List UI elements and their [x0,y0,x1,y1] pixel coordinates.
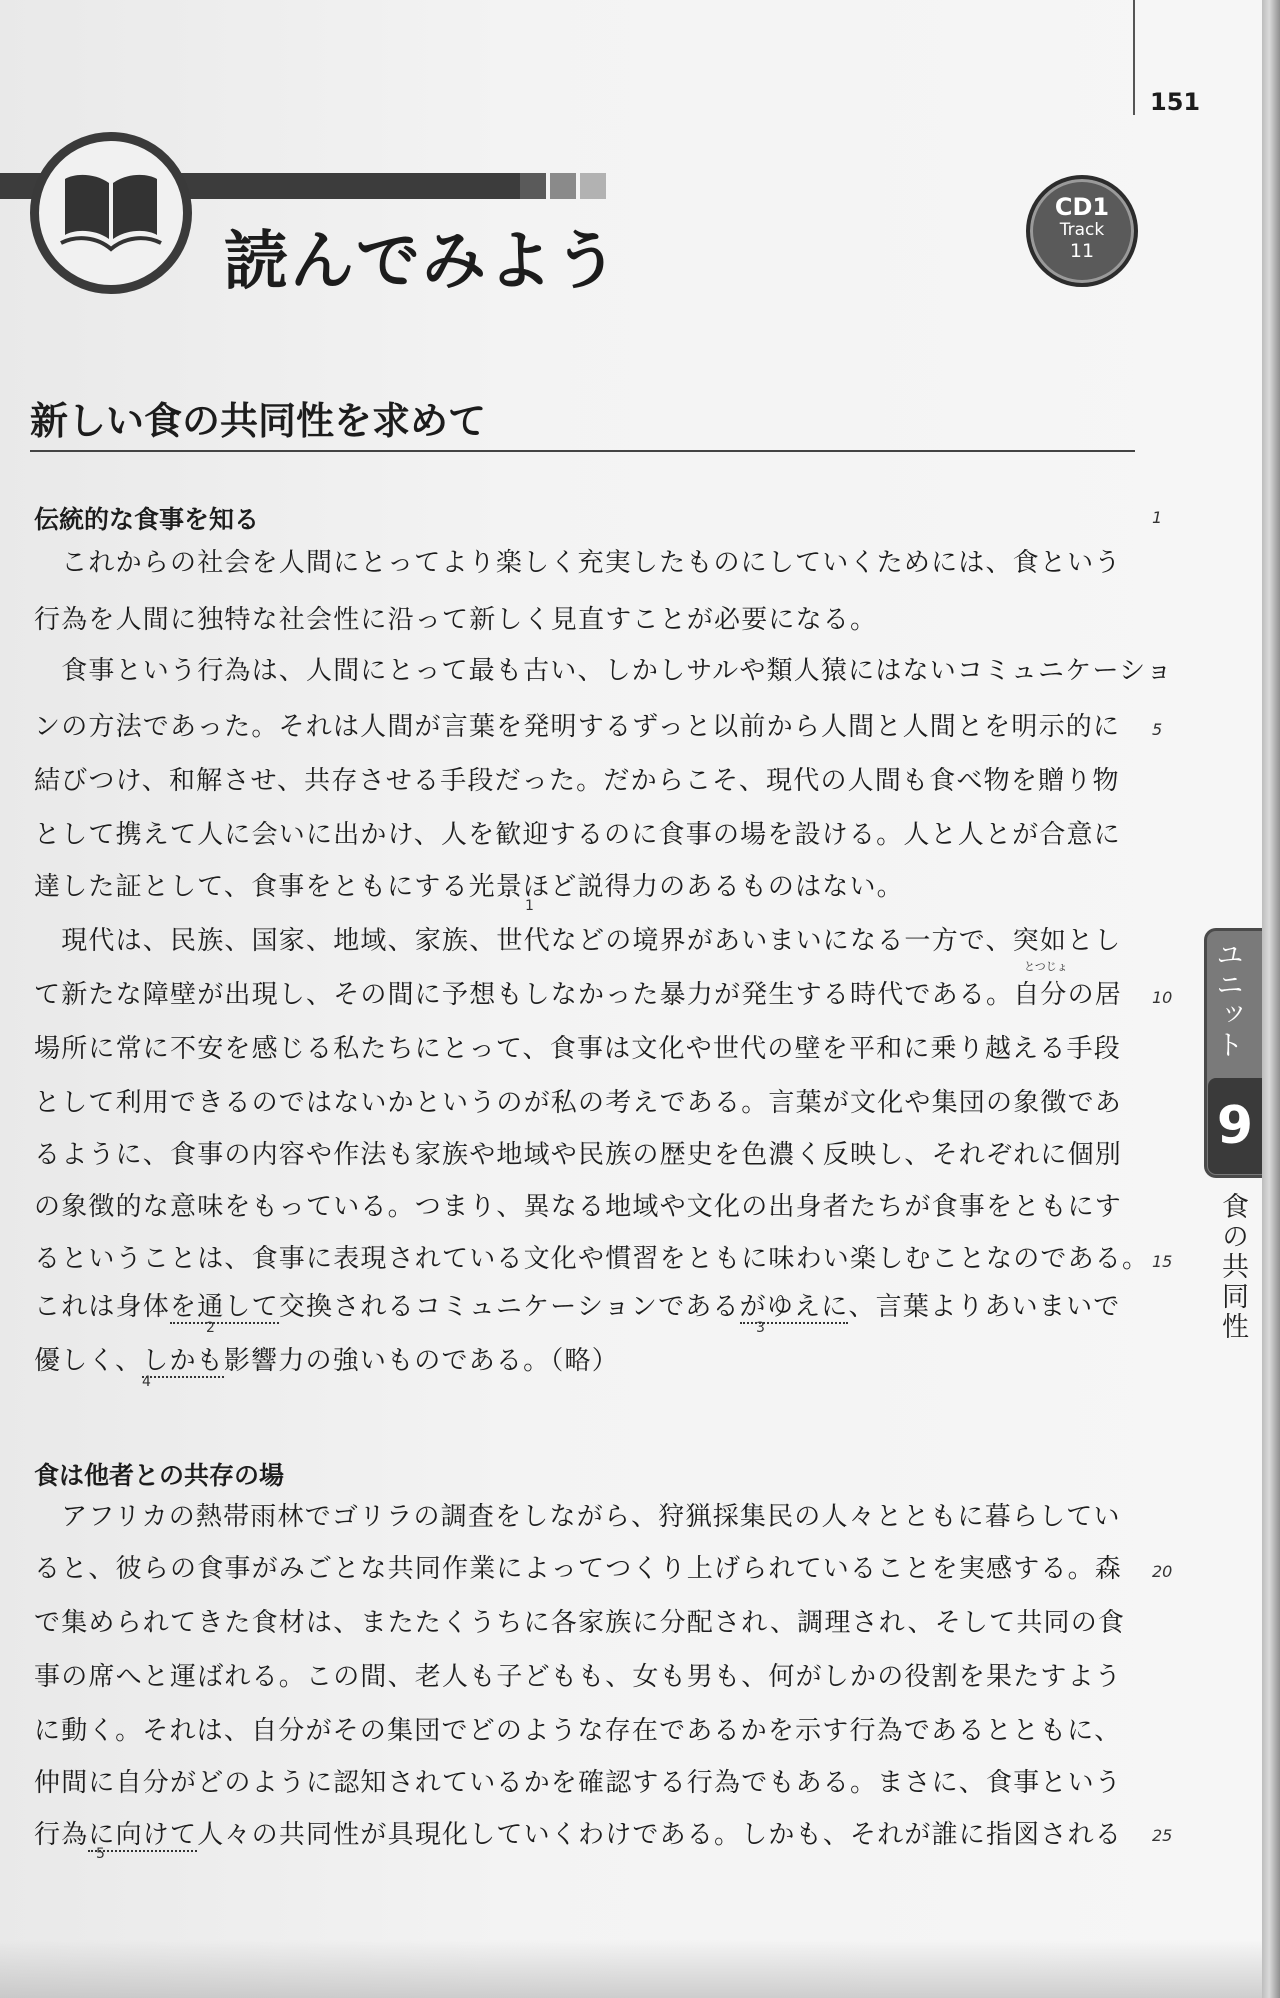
line-number: 25 [1152,1826,1173,1845]
body-line: 現代は、民族、国家、地域、家族、世代などの境界があいまいになる一方で、突如とし [34,926,1122,956]
annotated-phrase: に向けて [88,1820,198,1850]
body-line: 場所に常に不安を感じる私たちにとって、食事は文化や世代の壁を平和に乗り越える手段 [34,1034,1121,1064]
body-line: で集められてきた食材は、またたくうちに各家族に分配され、調理され、そして共同の食 [34,1608,1126,1638]
body-line-annotated [34,1346,619,1376]
unit-topic: 食の共同性 [1217,1192,1248,1342]
body-line: の象徴的な意味をもっている。つまり、異なる地域や文化の出身者たちが食事をともにす [34,1192,1123,1222]
section-heading: 伝統的な食事を知る [34,505,260,534]
note-number: 3 [756,1320,765,1336]
section-title: 読んでみよう [224,225,620,299]
title-rule [30,450,1135,452]
header-icon-circle [30,132,192,294]
ruby-reading: とつじょ [1024,960,1068,973]
cd-track-badge [1026,175,1138,287]
body-line-annotated [34,1820,1122,1850]
page-number: 151 [1150,88,1201,116]
text-run: 、言葉よりあいまいで [848,1292,1121,1322]
book-icon [59,169,163,259]
body-line: 結びつけ、和解させ、共存させる手段だった。だからこそ、現代の人間も食べ物を贈り物 [34,766,1120,796]
unit-number: 9 [1208,1078,1262,1174]
unit-label: ユニット [1212,940,1245,1060]
body-line: るということは、食事に表現されている文化や慣習をともに味わい楽しむことなのである。 [34,1244,1150,1274]
page-shadow [0,1940,1262,1998]
header-banner-blocks [520,173,606,199]
note-number: 2 [206,1320,215,1336]
page-edge [1262,0,1280,1998]
body-line: ると、彼らの食事がみごとな共同作業によってつくり上げられていることを実感する。森 [34,1554,1123,1584]
annotated-phrase: しかも [142,1346,224,1376]
track-label: Track [1059,220,1105,240]
note-number: 1 [525,898,534,914]
annotated-phrase: を通して [170,1292,279,1322]
note-number: 4 [142,1374,151,1390]
body-line: て新たな障壁が出現し、その間に予想もしなかった暴力が発生する時代である。自分の居 [34,980,1123,1010]
line-number: 5 [1152,720,1163,739]
text-run: 行為 [34,1820,89,1850]
article-title: 新しい食の共同性を求めて [30,399,487,443]
line-number: 10 [1152,988,1173,1007]
text-run: 交換されるコミュニケーションである [278,1292,740,1322]
note-number: 5 [96,1846,105,1862]
text-run: 人々の共同性が具現化していくわけである。しかも、それが誰に指図される [197,1820,1123,1850]
body-line: 食事という行為は、人間にとって最も古い、しかしサルや類人猿にはないコミュニケーショ [34,656,1174,686]
cd-label: CD1 [1054,193,1110,221]
line-number: 20 [1152,1562,1173,1581]
body-line: 仲間に自分がどのように認知されているかを確認する行為でもある。まさに、食事という [34,1768,1123,1798]
body-line: るように、食事の内容や作法も家族や地域や民族の歴史を色濃く反映し、それぞれに個別 [34,1140,1123,1170]
body-line: 行為を人間に独特な社会性に沿って新しく見直すことが必要になる。 [34,605,878,635]
body-line: これからの社会を人間にとってより楽しく充実したものにしていくためには、食という [34,548,1122,578]
page-number-rule [1133,0,1135,115]
line-number: 15 [1152,1252,1173,1271]
text-run: 影響力の強いものである。（略） [223,1346,619,1376]
body-line: に動く。それは、自分がその集団でどのような存在であるかを示す行為であるとともに、 [34,1716,1122,1746]
body-line: 達した証として、食事をともにする光景ほど説得力のあるものはない。 [34,872,904,902]
body-line-annotated [34,1292,1121,1322]
body-line: として携えて人に会いに出かけ、人を歓迎するのに食事の場を設ける。人と人とが合意に [34,820,1121,850]
body-line: として利用できるのではないかというのが私の考えである。言葉が文化や集団の象徴であ [34,1088,1123,1118]
text-run: 優しく、 [34,1346,143,1376]
line-number: 1 [1152,508,1163,527]
track-number: 11 [1069,240,1095,262]
body-line: アフリカの熱帯雨林でゴリラの調査をしながら、狩猟採集民の人々とともに暮らしてい [34,1502,1121,1532]
annotated-phrase: がゆえに [739,1292,849,1322]
body-line: 事の席へと運ばれる。この間、老人も子どもも、女も男も、何がしかの役割を果たすよう [34,1662,1123,1692]
body-line: ンの方法であった。それは人間が言葉を発明するずっと以前から人間と人間とを明示的に [34,712,1121,742]
section-heading: 食は他者との共存の場 [34,1461,285,1490]
text-run: これは身体 [34,1292,171,1322]
